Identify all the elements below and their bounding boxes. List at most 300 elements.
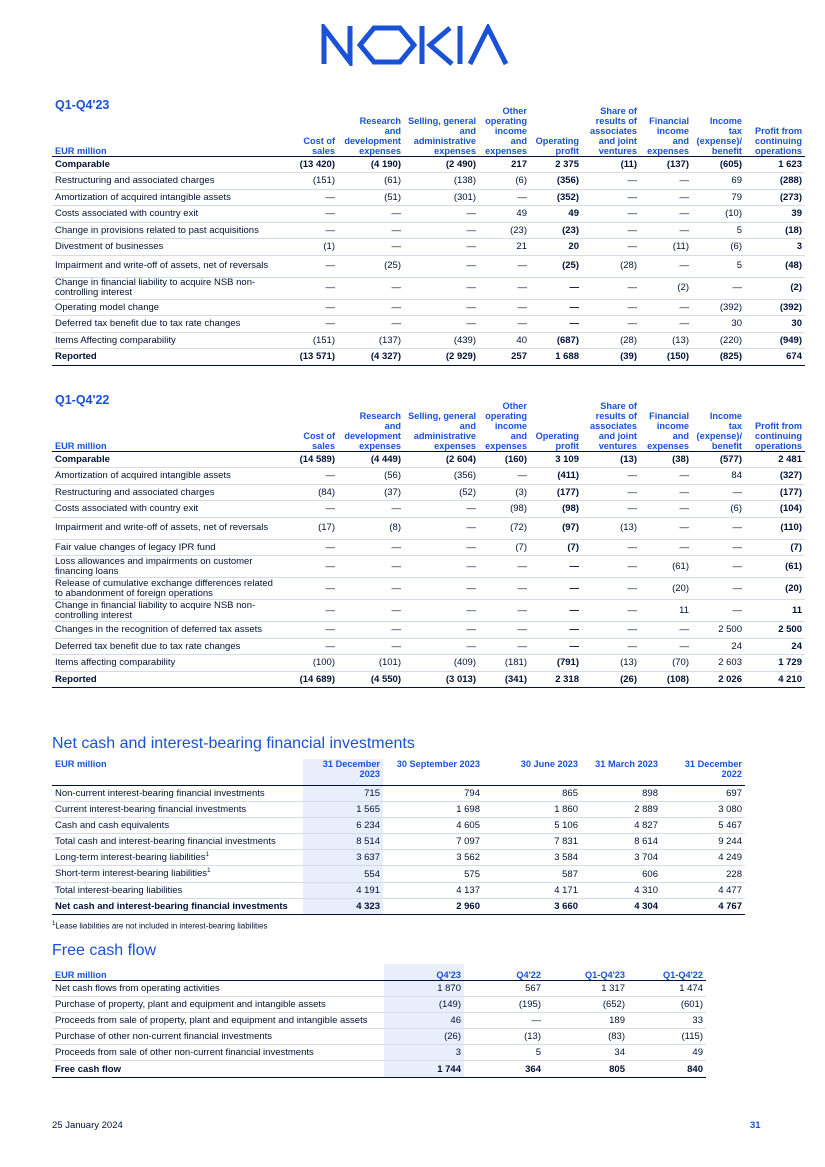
column-header: Operating profit [535, 430, 579, 451]
table-cell: (51) [338, 189, 404, 206]
row-label: Operating model change [52, 299, 278, 316]
table-cell: 49 [530, 206, 582, 223]
table-cell: — [582, 189, 640, 206]
table-cell: (13) [464, 1029, 544, 1045]
table-cell: — [479, 638, 530, 655]
table-cell: (84) [278, 484, 338, 501]
table-cell: 4 323 [303, 898, 383, 914]
table-cell: (17) [278, 517, 338, 539]
table-cell: (10) [692, 206, 745, 223]
table-cell: 1 744 [384, 1061, 464, 1077]
row-label: Release of cumulative exchange differences related to abandonment of foreign operations [52, 578, 278, 600]
table-cell: (195) [464, 996, 544, 1012]
column-header: Financial income and expenses [647, 115, 689, 156]
row-label: Costs associated with country exit [52, 501, 278, 518]
table-cell: 898 [581, 785, 661, 801]
table-cell: (6) [479, 173, 530, 190]
table-cell: — [530, 578, 582, 600]
table-cell: — [640, 173, 692, 190]
table-row [52, 1061, 706, 1077]
table-cell: — [692, 484, 745, 501]
table-cell: 46 [384, 1012, 464, 1028]
table-cell: (38) [640, 451, 692, 468]
table-row [52, 834, 745, 850]
column-header: Q1-Q4'23 [544, 964, 628, 980]
table-cell: — [582, 556, 640, 578]
table-cell: — [479, 578, 530, 600]
table-cell: — [530, 638, 582, 655]
table-cell: (220) [692, 332, 745, 349]
table-cell: 30 [692, 316, 745, 333]
table-cell: — [404, 206, 479, 223]
table-row [52, 239, 805, 256]
table-row [52, 501, 805, 518]
table-cell: — [479, 622, 530, 639]
table-cell: — [338, 578, 404, 600]
table-cell: — [338, 299, 404, 316]
table-cell: — [338, 501, 404, 518]
table-cell: 4 477 [661, 882, 745, 898]
table-cell: 5 467 [661, 817, 745, 833]
table-cell: 34 [544, 1045, 628, 1061]
table-cell: 11 [745, 600, 805, 622]
table-cell: (7) [745, 539, 805, 556]
table-cell: (83) [544, 1029, 628, 1045]
unit-label: EUR million [52, 759, 303, 785]
table-cell: 49 [479, 206, 530, 223]
table-row [52, 299, 805, 316]
table-cell: — [530, 299, 582, 316]
table-cell: 794 [383, 785, 483, 801]
column-header: 30 September 2023 [383, 759, 483, 785]
table-cell: (48) [745, 255, 805, 277]
table-row [52, 484, 805, 501]
table-cell: 364 [464, 1061, 544, 1077]
table-cell: — [582, 206, 640, 223]
table-cell: 257 [479, 349, 530, 366]
table-cell: 4 304 [581, 898, 661, 914]
table-cell: 4 137 [383, 882, 483, 898]
row-label: Proceeds from sale of property, plant and equipment and intangible assets [52, 1012, 384, 1028]
table-cell: — [404, 556, 479, 578]
table-cell: (4 190) [338, 156, 404, 173]
table-cell: — [404, 222, 479, 239]
table-cell: — [278, 539, 338, 556]
column-header: Profit from continuing operations [755, 420, 802, 451]
table-cell: 2 318 [530, 671, 582, 688]
table-cell: — [278, 638, 338, 655]
table-cell: (18) [745, 222, 805, 239]
column-header: 31 December 2022 [661, 759, 745, 785]
table-cell: 8 614 [581, 834, 661, 850]
table-cell: 11 [640, 600, 692, 622]
table-cell: — [640, 255, 692, 277]
table-cell: — [640, 517, 692, 539]
table-cell: (11) [582, 156, 640, 173]
table-cell: — [582, 468, 640, 485]
table-cell: — [692, 578, 745, 600]
table-cell: 84 [692, 468, 745, 485]
table-row [52, 866, 745, 882]
table-row [52, 1012, 706, 1028]
table-cell: (97) [530, 517, 582, 539]
table-cell: — [640, 222, 692, 239]
table-cell: (61) [640, 556, 692, 578]
table-cell: — [692, 556, 745, 578]
table-cell: 697 [661, 785, 745, 801]
table-cell: (13 420) [278, 156, 338, 173]
table-cell: 606 [581, 866, 661, 882]
table-cell: 3 562 [383, 850, 483, 866]
table-cell: — [582, 578, 640, 600]
table-cell: (791) [530, 655, 582, 672]
table-cell: — [582, 222, 640, 239]
table-cell: 3 080 [661, 801, 745, 817]
row-label: Restructuring and associated charges [52, 484, 278, 501]
table-cell: — [582, 239, 640, 256]
table-cell: — [278, 501, 338, 518]
table-cell: — [278, 299, 338, 316]
table-cell: 6 234 [303, 817, 383, 833]
table-cell: 5 [692, 222, 745, 239]
unit-label: EUR million [55, 440, 107, 451]
row-label: Free cash flow [52, 1061, 384, 1077]
table-cell: — [479, 556, 530, 578]
table-row [52, 189, 805, 206]
column-header: Income tax (expense)/ benefit [696, 410, 742, 451]
page-number: 31 [750, 1120, 761, 1131]
table-cell: 3 704 [581, 850, 661, 866]
table-cell: — [278, 189, 338, 206]
table-cell: 3 637 [303, 850, 383, 866]
row-label: Reported [52, 671, 278, 688]
table-cell: (138) [404, 173, 479, 190]
table-row [52, 996, 706, 1012]
table-cell: (14 689) [278, 671, 338, 688]
table-cell: (28) [582, 255, 640, 277]
column-header: Profit from continuing operations [755, 125, 802, 156]
table-cell: (7) [479, 539, 530, 556]
column-header: Share of results of associates and joint ventures [590, 105, 637, 156]
table-cell: (110) [745, 517, 805, 539]
unit-label: EUR million [52, 964, 384, 980]
column-header: Cost of sales [303, 135, 335, 156]
table-row [52, 255, 805, 277]
table-row [52, 898, 745, 914]
table-cell: — [278, 578, 338, 600]
row-label: Net cash flows from operating activities [52, 980, 384, 996]
table-cell: 2 889 [581, 801, 661, 817]
table-cell: — [338, 600, 404, 622]
table-cell: — [640, 638, 692, 655]
table-cell: 40 [479, 332, 530, 349]
table-cell: (327) [745, 468, 805, 485]
table-q1q4-23 [52, 100, 805, 366]
table-cell: — [278, 206, 338, 223]
table-cell: (2 929) [404, 349, 479, 366]
table-cell: (28) [582, 332, 640, 349]
column-header: Selling, general and administrative expenses [408, 115, 476, 156]
table-cell: (150) [640, 349, 692, 366]
table-cell: 567 [464, 980, 544, 996]
table-cell: 4 310 [581, 882, 661, 898]
table-row [52, 638, 805, 655]
table-cell: 39 [745, 206, 805, 223]
row-label: Items affecting comparability [52, 655, 278, 672]
table-cell: (39) [582, 349, 640, 366]
table-cell: — [404, 638, 479, 655]
table-cell: (52) [404, 484, 479, 501]
table-row [52, 156, 805, 173]
table-cell: 865 [483, 785, 581, 801]
table-cell: — [530, 556, 582, 578]
table-cell: (6) [692, 239, 745, 256]
column-header: Cost of sales [303, 430, 335, 451]
table-cell: (2) [745, 277, 805, 299]
table-cell: (2) [640, 277, 692, 299]
netcash-section [52, 735, 745, 931]
table-cell: (137) [640, 156, 692, 173]
row-label: Comparable [52, 156, 278, 173]
table-cell: 1 729 [745, 655, 805, 672]
table-cell: (409) [404, 655, 479, 672]
row-label: Reported [52, 349, 278, 366]
table-cell: 1 688 [530, 349, 582, 366]
table-row [52, 451, 805, 468]
table-cell: 7 831 [483, 834, 581, 850]
table-row [52, 556, 805, 578]
table-cell: — [404, 255, 479, 277]
row-label: Net cash and interest-bearing financial investments [52, 898, 303, 914]
table-cell: — [530, 622, 582, 639]
table-cell: 1 317 [544, 980, 628, 996]
table-cell: (13 571) [278, 349, 338, 366]
row-label: Divestment of businesses [52, 239, 278, 256]
table-cell: 2 026 [692, 671, 745, 688]
table-cell: — [479, 600, 530, 622]
column-header: Operating profit [535, 135, 579, 156]
table-cell: — [692, 517, 745, 539]
table-cell: (26) [582, 671, 640, 688]
table-cell: (7) [530, 539, 582, 556]
row-label: Deferred tax benefit due to tax rate changes [52, 638, 278, 655]
table-body [52, 451, 805, 688]
row-label: Deferred tax benefit due to tax rate changes [52, 316, 278, 333]
table-row [52, 882, 745, 898]
table-cell: 24 [745, 638, 805, 655]
table-cell: 228 [661, 866, 745, 882]
table-cell: (4 550) [338, 671, 404, 688]
table-cell: — [278, 277, 338, 299]
table-cell: — [338, 638, 404, 655]
footer-date: 25 January 2024 [52, 1120, 123, 1131]
table-cell: 587 [483, 866, 581, 882]
table-cell: — [479, 299, 530, 316]
table-cell: (288) [745, 173, 805, 190]
table-cell: (25) [338, 255, 404, 277]
table-cell: — [338, 622, 404, 639]
table-cell: — [338, 206, 404, 223]
table-row [52, 468, 805, 485]
table-cell: — [582, 299, 640, 316]
table-cell: — [692, 600, 745, 622]
table-cell: — [479, 255, 530, 277]
table-cell: (61) [338, 173, 404, 190]
table-cell: 4 210 [745, 671, 805, 688]
table-cell: — [338, 222, 404, 239]
table-cell: — [640, 539, 692, 556]
row-label: Loss allowances and impairments on customer financing loans [52, 556, 278, 578]
table-cell: 3 660 [483, 898, 581, 914]
table-cell: — [640, 316, 692, 333]
table-row [52, 539, 805, 556]
table-cell: (181) [479, 655, 530, 672]
table-cell: 217 [479, 156, 530, 173]
unit-label: EUR million [55, 145, 107, 156]
table-cell: — [640, 189, 692, 206]
table-cell: (101) [338, 655, 404, 672]
table-row [52, 622, 805, 639]
table-cell: — [404, 539, 479, 556]
table-cell: — [479, 468, 530, 485]
table-row [52, 222, 805, 239]
table-cell: — [464, 1012, 544, 1028]
table-cell: — [530, 316, 582, 333]
row-label: Fair value changes of legacy IPR fund [52, 539, 278, 556]
table-cell: (98) [479, 501, 530, 518]
table-cell: 1 565 [303, 801, 383, 817]
table-cell: — [278, 222, 338, 239]
column-header: Q4'22 [464, 964, 544, 980]
table-cell: (11) [640, 239, 692, 256]
table-cell: — [278, 255, 338, 277]
column-header: Selling, general and administrative expenses [408, 410, 476, 451]
table-title: Q1-Q4'22 [55, 393, 110, 407]
table-cell: (115) [628, 1029, 706, 1045]
row-label: Amortization of acquired intangible assets [52, 189, 278, 206]
row-label: Costs associated with country exit [52, 206, 278, 223]
row-label: Change in financial liability to acquire NSB non-controlling interest [52, 277, 278, 299]
table-cell: 30 [745, 316, 805, 333]
table-cell: — [404, 277, 479, 299]
table-cell: (14 589) [278, 451, 338, 468]
table-cell: (20) [640, 578, 692, 600]
row-label: Impairment and write-off of assets, net of reversals [52, 517, 278, 539]
table-cell: — [278, 556, 338, 578]
table-row [52, 850, 745, 866]
column-header: Research and development expenses [344, 410, 401, 451]
table-cell: — [278, 600, 338, 622]
table-row [52, 173, 805, 190]
table-cell: (72) [479, 517, 530, 539]
table-cell: — [530, 277, 582, 299]
table-row [52, 349, 805, 366]
table-cell: 7 097 [383, 834, 483, 850]
table-cell: 2 500 [692, 622, 745, 639]
table-cell: (177) [530, 484, 582, 501]
table-cell: (577) [692, 451, 745, 468]
column-header: Income tax (expense)/ benefit [696, 115, 742, 156]
table-row [52, 785, 745, 801]
table-cell: (26) [384, 1029, 464, 1045]
table-cell: 8 514 [303, 834, 383, 850]
table-cell: (108) [640, 671, 692, 688]
column-header: Q1-Q4'22 [628, 964, 706, 980]
table-cell: (601) [628, 996, 706, 1012]
table-cell: — [582, 622, 640, 639]
table-cell: (56) [338, 468, 404, 485]
table-cell: (341) [479, 671, 530, 688]
table-cell: (149) [384, 996, 464, 1012]
table-cell: 2 481 [745, 451, 805, 468]
row-label: Total interest-bearing liabilities [52, 882, 303, 898]
row-label: Restructuring and associated charges [52, 173, 278, 190]
table-cell: — [582, 501, 640, 518]
table-cell: (392) [745, 299, 805, 316]
column-header: 31 December 2023 [303, 759, 383, 785]
table-cell: 69 [692, 173, 745, 190]
row-label: Short-term interest-bearing liabilities$^1$ [52, 866, 303, 882]
table-cell: — [640, 501, 692, 518]
table-cell: (13) [640, 332, 692, 349]
row-label: Non-current interest-bearing financial investments [52, 785, 303, 801]
table-row [52, 801, 745, 817]
table-cell: (13) [582, 517, 640, 539]
column-header: Share of results of associates and joint ventures [590, 400, 637, 451]
table-cell: (301) [404, 189, 479, 206]
table-cell: (100) [278, 655, 338, 672]
table-cell: — [404, 578, 479, 600]
table-cell: 554 [303, 866, 383, 882]
table-cell: 1 474 [628, 980, 706, 996]
table-row [52, 671, 805, 688]
table-cell: — [278, 468, 338, 485]
table-cell: — [640, 206, 692, 223]
table-row [52, 1029, 706, 1045]
table-cell: (2 604) [404, 451, 479, 468]
table-cell: 4 767 [661, 898, 745, 914]
table-cell: 4 249 [661, 850, 745, 866]
table-cell: — [692, 277, 745, 299]
column-header: Q4'23 [384, 964, 464, 980]
table-cell: 3 [384, 1045, 464, 1061]
table-cell: — [338, 239, 404, 256]
row-label: Amortization of acquired intangible assets [52, 468, 278, 485]
table-cell: — [404, 501, 479, 518]
table-cell: — [640, 299, 692, 316]
table-cell: — [582, 316, 640, 333]
table-cell: — [404, 622, 479, 639]
nokia-logo [320, 24, 510, 66]
row-label: Comparable [52, 451, 278, 468]
table-cell: (411) [530, 468, 582, 485]
table-cell: 805 [544, 1061, 628, 1077]
table-cell: 4 191 [303, 882, 383, 898]
table-cell: — [692, 539, 745, 556]
column-header: Other operating income and expenses [485, 400, 527, 451]
table-cell: 1 698 [383, 801, 483, 817]
table-row [52, 817, 745, 833]
table-row [52, 1045, 706, 1061]
table-header-cell [52, 395, 278, 451]
section-heading: Free cash flow [52, 942, 157, 959]
table-cell: 3 109 [530, 451, 582, 468]
table-cell: — [530, 600, 582, 622]
table-cell: — [404, 517, 479, 539]
table-cell: (273) [745, 189, 805, 206]
table-cell: — [278, 622, 338, 639]
row-label: Items Affecting comparability [52, 332, 278, 349]
